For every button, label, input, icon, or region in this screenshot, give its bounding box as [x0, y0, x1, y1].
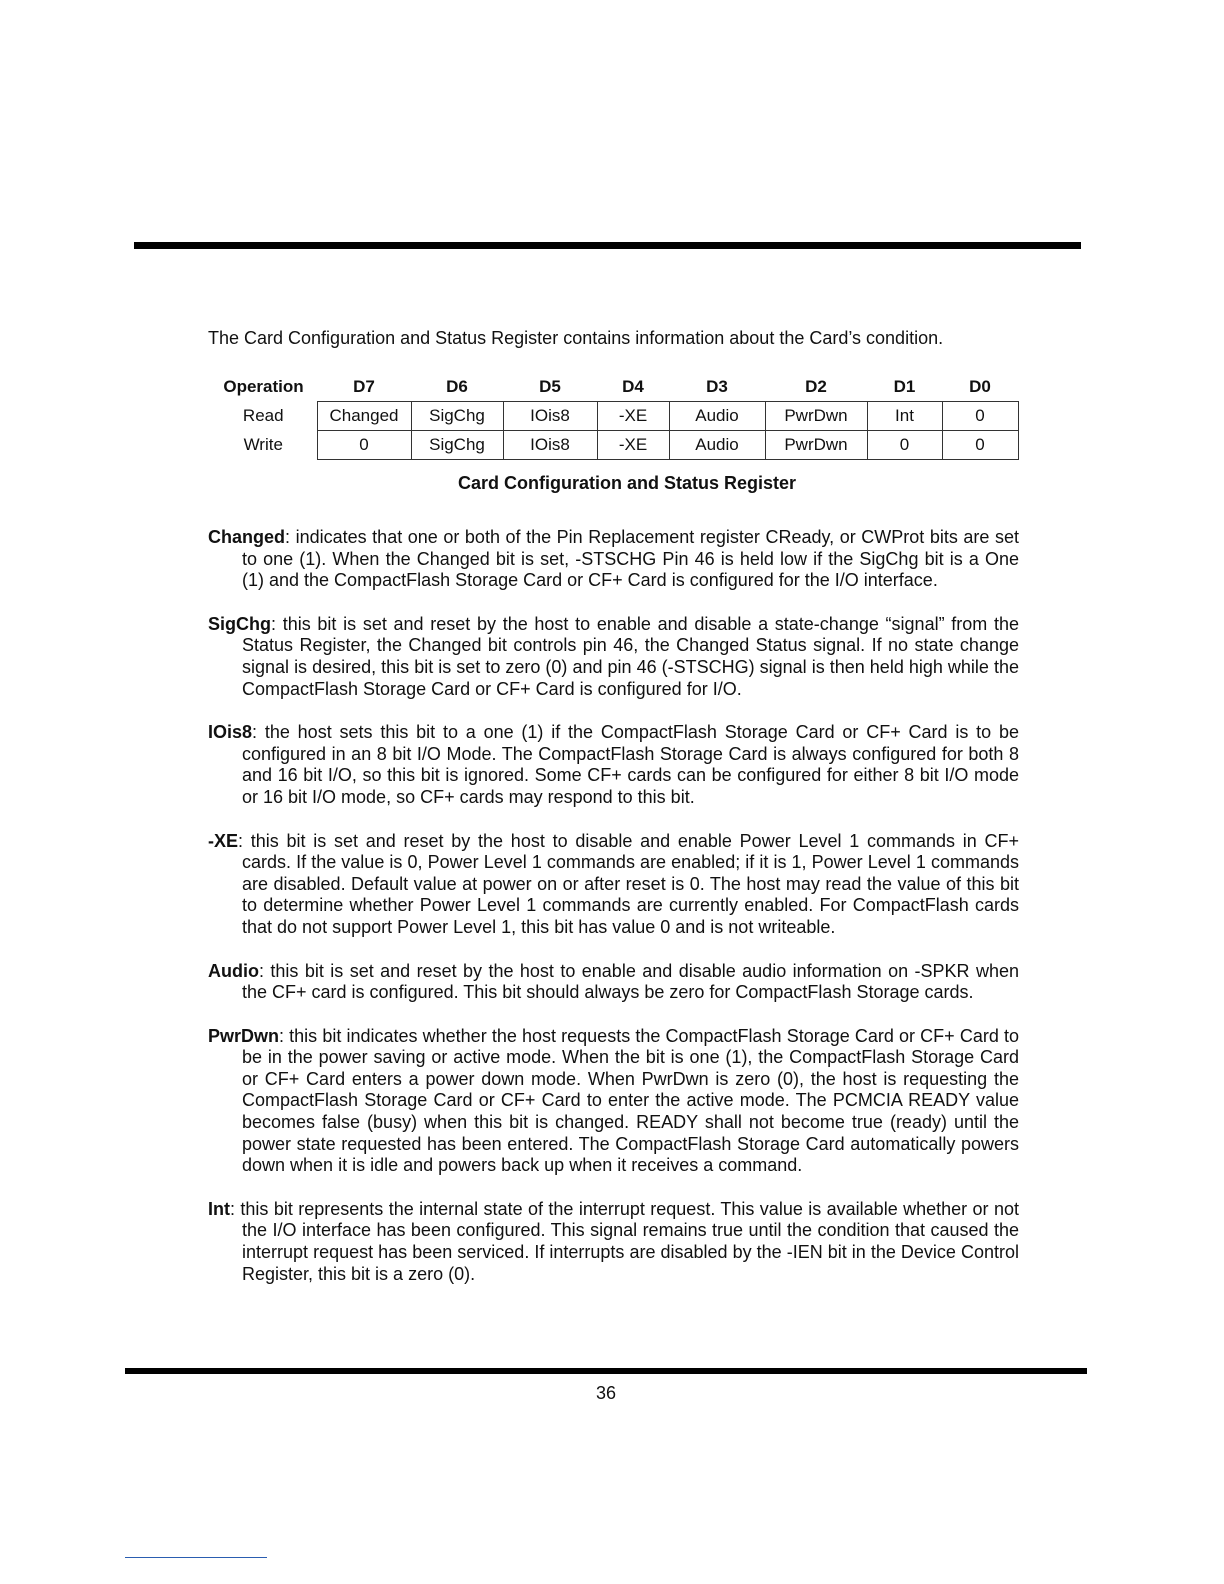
table-caption: Card Configuration and Status Register — [457, 473, 797, 493]
definition-term: PwrDwn — [208, 1025, 280, 1046]
definition-sigchg — [208, 614, 1019, 700]
definition-term: -XE — [208, 830, 239, 851]
footer-rule — [125, 1368, 1087, 1374]
definition-text: : this bit indicates whether the host requests the CompactFlash Storage Card or CF+ Card to be in the power saving or active mode. When the bit is one (1), the CompactFlash Storage Card or CF+ Card enters a power down mode. When PwrDwn is zero (0), the host is requesting the CompactFlash Storage Card or CF+ Card to enter the active mode. The PCMCIA READY value becomes false (busy) when this bit is changed. READY shall not become true (ready) until the power state requested has been entered. The CompactFlash Storage Card automatically powers down when it is idle and powers back up when it receives a command. — [242, 1025, 1019, 1176]
row-operation: Read — [242, 406, 284, 425]
row-operation: Write — [243, 435, 283, 454]
header-rule — [134, 242, 1081, 249]
table-cell: Audio — [669, 431, 765, 460]
definition-text: : this bit is set and reset by the host to enable and disable a state-change “signal” from the Status Register, the Changed bit controls pin 46, the Changed Status signal. If no state change signal is desired, this bit is set to zero (0) and pin 46 (-STSCHG) signal is then held high while the CompactFlash Storage Card or CF+ Card is configured for I/O. — [242, 613, 1019, 699]
table-cell: IOis8 — [503, 402, 597, 431]
table-cell: 0 — [317, 431, 411, 460]
table-cell: -XE — [597, 402, 669, 431]
header-operation: Operation — [223, 377, 304, 397]
definition-text: : the host sets this bit to a one (1) if the CompactFlash Storage Card or CF+ Card is to be configured in an 8 bit I/O Mode. The CompactFlash Storage Card is always configured for both 8 and 16 bit I/O, so this bit is ignored. Some CF+ cards can be configured for either 8 bit I/O mode or 16 bit I/O mode, so CF+ cards may respond to this bit. — [242, 722, 1019, 807]
definition-term: Audio — [208, 960, 259, 981]
header-d5: D5 — [539, 377, 561, 396]
header-d6: D6 — [446, 377, 468, 396]
definition-term: IOis8 — [208, 722, 253, 743]
table-cell: -XE — [597, 431, 669, 460]
definition-iois8 — [208, 722, 1019, 808]
definition-changed — [208, 527, 1019, 592]
table-header-row — [210, 373, 1018, 402]
register-table — [210, 373, 1019, 460]
definition-text: : indicates that one or both of the Pin Replacement register CReady, or CWProt bits are set to one (1). When the Changed bit is set, -STSCHG Pin 46 is held low if the SigChg bit is a One (1) and the CompactFlash Storage Card or CF+ Card is configured for the I/O interface. — [242, 527, 1019, 591]
page-number: 36 — [595, 1383, 617, 1403]
definition-pwrdwn — [208, 1026, 1019, 1177]
definition-text: : this bit is set and reset by the host to enable and disable audio information on -SPKR when the CF+ card is configured. This bit should always be zero for CompactFlash Storage cards. — [242, 960, 1019, 1003]
table-cell: Changed — [317, 402, 411, 431]
table-row-read — [210, 402, 1018, 431]
intro-paragraph: The Card Configuration and Status Register contains information about the Card’s condition. — [208, 328, 944, 348]
table-row-write — [210, 431, 1018, 460]
header-d4: D4 — [622, 377, 644, 396]
table-cell: Int — [867, 402, 942, 431]
header-d2: D2 — [805, 377, 827, 396]
table-cell: SigChg — [411, 431, 503, 460]
table-cell: PwrDwn — [765, 402, 867, 431]
footnote-separator — [125, 1557, 267, 1558]
definition-audio — [208, 961, 1019, 1004]
header-d3: D3 — [706, 377, 728, 396]
table-cell: SigChg — [411, 402, 503, 431]
header-d1: D1 — [893, 377, 916, 396]
definition-term: Changed — [208, 527, 286, 547]
table-cell: PwrDwn — [765, 431, 867, 460]
table-cell: 0 — [942, 431, 1018, 460]
table-cell: IOis8 — [503, 431, 597, 460]
definition-int — [208, 1199, 1019, 1285]
definition-xe — [208, 831, 1019, 939]
header-d0: D0 — [969, 377, 991, 396]
definition-term: Int — [208, 1198, 230, 1219]
table-cell: 0 — [867, 431, 942, 460]
definitions-list — [208, 527, 1019, 1307]
definition-text: : this bit is set and reset by the host to disable and enable Power Level 1 commands in CF+ cards. If the value is 0, Power Level 1 commands are enabled; if it is 1, Power Level 1 commands are disabled. Default value at power on or after reset is 0. The host may read the value of this bit to determine whether Power Level 1 commands are currently enabled. For CompactFlash cards that do not support Power Level 1, this bit has value 0 and is not writeable. — [238, 830, 1019, 937]
definition-term: SigChg — [208, 613, 271, 634]
header-d7: D7 — [353, 377, 375, 396]
table-cell: 0 — [942, 402, 1018, 431]
table-cell: Audio — [669, 402, 765, 431]
definition-text: : this bit represents the internal state of the interrupt request. This value is available whether or not the I/O interface has been configured. This signal remains true until the condition that caused the interrupt request has been serviced. If interrupts are disabled by the -IEN bit in the Device Control Register, this bit is a zero (0). — [230, 1198, 1019, 1284]
